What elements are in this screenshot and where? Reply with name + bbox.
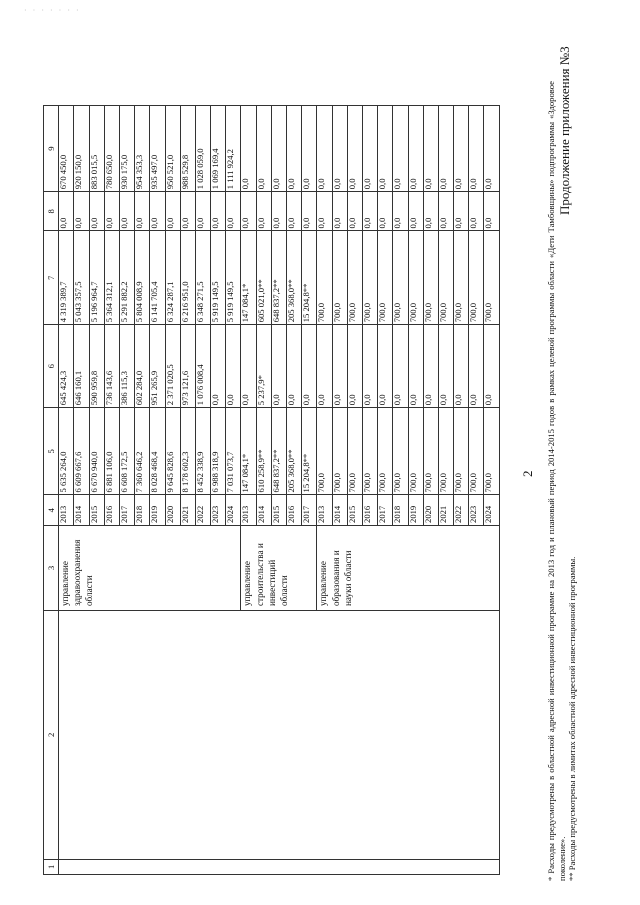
organization-cell bbox=[317, 525, 500, 610]
page-number: 2 bbox=[520, 470, 535, 477]
amount-cell: 0,0 bbox=[256, 192, 271, 231]
amount-cell: 205 368,0** bbox=[287, 231, 302, 325]
amount-cell: 1 028 059,0 bbox=[195, 106, 210, 192]
year-cell: 2013 bbox=[59, 495, 74, 526]
amount-cell: 0,0 bbox=[226, 192, 241, 231]
amount-cell: 0,0 bbox=[59, 192, 74, 231]
amount-cell: 0,0 bbox=[317, 106, 332, 192]
amount-cell: 5 237,9* bbox=[256, 325, 271, 408]
amount-cell: 5 196 964,7 bbox=[89, 231, 104, 325]
amount-cell: 205 368,0** bbox=[287, 408, 302, 495]
amount-cell: 0,0 bbox=[393, 325, 408, 408]
amount-cell: 700,0 bbox=[484, 408, 500, 495]
year-cell: 2021 bbox=[180, 495, 195, 526]
amount-cell: 602 284,0 bbox=[135, 325, 150, 408]
amount-cell: 930 175,0 bbox=[119, 106, 134, 192]
year-cell: 2015 bbox=[347, 495, 362, 526]
amount-cell: 610 258,9** bbox=[256, 408, 271, 495]
organization-line: области bbox=[278, 575, 289, 607]
amount-cell: 700,0 bbox=[317, 231, 332, 325]
amount-cell: 0,0 bbox=[484, 325, 500, 408]
column-header: 8 bbox=[44, 192, 59, 231]
year-cell: 2018 bbox=[135, 495, 150, 526]
amount-cell: 0,0 bbox=[332, 106, 347, 192]
amount-cell: 0,0 bbox=[454, 106, 469, 192]
amount-cell: 1 069 169,4 bbox=[211, 106, 226, 192]
appendix-title: Продолжение приложения №3 bbox=[557, 46, 572, 215]
amount-cell: 700,0 bbox=[332, 231, 347, 325]
amount-cell: 0,0 bbox=[271, 192, 286, 231]
column-header: 3 bbox=[44, 525, 59, 610]
amount-cell: 0,0 bbox=[89, 192, 104, 231]
year-cell: 2016 bbox=[104, 495, 119, 526]
column-header: 1 bbox=[44, 859, 59, 874]
amount-cell: 1 111 924,2 bbox=[226, 106, 241, 192]
year-cell: 2022 bbox=[454, 495, 469, 526]
amount-cell: 5 919 149,5 bbox=[226, 231, 241, 325]
amount-cell: 700,0 bbox=[454, 231, 469, 325]
organization-line: управление bbox=[318, 561, 329, 607]
year-cell: 2016 bbox=[287, 495, 302, 526]
amount-cell: 6 216 951,0 bbox=[180, 231, 195, 325]
column-header: 2 bbox=[44, 611, 59, 860]
amount-cell: 0,0 bbox=[195, 192, 210, 231]
amount-cell: 648 837,2** bbox=[271, 408, 286, 495]
amount-cell: 700,0 bbox=[438, 231, 453, 325]
amount-cell: 700,0 bbox=[393, 408, 408, 495]
amount-cell: 0,0 bbox=[241, 192, 256, 231]
amount-cell: 988 529,8 bbox=[180, 106, 195, 192]
amount-cell: 0,0 bbox=[241, 106, 256, 192]
amount-cell: 15 204,8** bbox=[302, 231, 317, 325]
amount-cell: 0,0 bbox=[256, 106, 271, 192]
amount-cell: 700,0 bbox=[423, 231, 438, 325]
year-cell: 2022 bbox=[195, 495, 210, 526]
amount-cell: 0,0 bbox=[332, 325, 347, 408]
amount-cell: 0,0 bbox=[423, 106, 438, 192]
organization-cell bbox=[59, 525, 241, 610]
amount-cell: 0,0 bbox=[317, 192, 332, 231]
amount-cell: 0,0 bbox=[180, 192, 195, 231]
year-cell: 2016 bbox=[362, 495, 377, 526]
amount-cell: 8 452 338,9 bbox=[195, 408, 210, 495]
amount-cell: 0,0 bbox=[423, 192, 438, 231]
amount-cell: 0,0 bbox=[438, 325, 453, 408]
amount-cell: 700,0 bbox=[469, 231, 484, 325]
amount-cell: 6 608 172,5 bbox=[119, 408, 134, 495]
amount-cell: 0,0 bbox=[393, 192, 408, 231]
year-cell: 2019 bbox=[150, 495, 165, 526]
amount-cell: 0,0 bbox=[469, 325, 484, 408]
column-header: 6 bbox=[44, 325, 59, 408]
amount-cell: 6 670 940,0 bbox=[89, 408, 104, 495]
amount-cell: 5 919 149,5 bbox=[211, 231, 226, 325]
footnote: ** Расходы предусмотрены в лимитах областной адресной инвестиционной программы. bbox=[567, 556, 578, 881]
amount-cell: 0,0 bbox=[423, 325, 438, 408]
column-header: 4 bbox=[44, 495, 59, 526]
amount-cell: 0,0 bbox=[241, 325, 256, 408]
amount-cell: 700,0 bbox=[347, 231, 362, 325]
amount-cell: 700,0 bbox=[362, 408, 377, 495]
amount-cell: 6 348 271,5 bbox=[195, 231, 210, 325]
amount-cell: 147 084,1* bbox=[241, 408, 256, 495]
amount-cell: 0,0 bbox=[226, 325, 241, 408]
amount-cell: 4 319 389,7 bbox=[59, 231, 74, 325]
year-cell: 2014 bbox=[332, 495, 347, 526]
amount-cell: 954 353,3 bbox=[135, 106, 150, 192]
amount-cell: 700,0 bbox=[408, 231, 423, 325]
amount-cell: 6 988 318,9 bbox=[211, 408, 226, 495]
amount-cell: 0,0 bbox=[211, 325, 226, 408]
year-cell: 2020 bbox=[423, 495, 438, 526]
amount-cell: 736 143,6 bbox=[104, 325, 119, 408]
amount-cell: 700,0 bbox=[393, 231, 408, 325]
amount-cell: 0,0 bbox=[347, 106, 362, 192]
amount-cell: 0,0 bbox=[150, 192, 165, 231]
amount-cell: 1 076 008,4 bbox=[195, 325, 210, 408]
amount-cell: 0,0 bbox=[408, 106, 423, 192]
amount-cell: 0,0 bbox=[104, 192, 119, 231]
amount-cell: 700,0 bbox=[438, 408, 453, 495]
year-cell: 2023 bbox=[469, 495, 484, 526]
amount-cell: 8 028 468,4 bbox=[150, 408, 165, 495]
amount-cell: 973 121,6 bbox=[180, 325, 195, 408]
amount-cell: 0,0 bbox=[135, 192, 150, 231]
amount-cell: 700,0 bbox=[317, 408, 332, 495]
amount-cell: 700,0 bbox=[378, 231, 393, 325]
column-header: 7 bbox=[44, 231, 59, 325]
amount-cell: 670 450,0 bbox=[59, 106, 74, 192]
amount-cell: 2 371 020,5 bbox=[165, 325, 180, 408]
year-cell: 2020 bbox=[165, 495, 180, 526]
amount-cell: 0,0 bbox=[484, 106, 500, 192]
amount-cell: 8 178 602,3 bbox=[180, 408, 195, 495]
amount-cell: 5 635 264,0 bbox=[59, 408, 74, 495]
amount-cell: 935 497,0 bbox=[150, 106, 165, 192]
amount-cell: 0,0 bbox=[362, 106, 377, 192]
year-cell: 2015 bbox=[89, 495, 104, 526]
year-cell: 2014 bbox=[256, 495, 271, 526]
amount-cell: 0,0 bbox=[378, 192, 393, 231]
amount-cell: 920 150,0 bbox=[74, 106, 89, 192]
col2-cell bbox=[59, 611, 500, 860]
year-cell: 2017 bbox=[302, 495, 317, 526]
amount-cell: 15 204,8** bbox=[302, 408, 317, 495]
organization-line: образования и bbox=[330, 550, 341, 607]
column-header: 9 bbox=[44, 106, 59, 192]
amount-cell: 0,0 bbox=[393, 106, 408, 192]
amount-cell: 0,0 bbox=[408, 192, 423, 231]
amount-cell: 0,0 bbox=[165, 192, 180, 231]
year-cell: 2024 bbox=[484, 495, 500, 526]
amount-cell: 700,0 bbox=[423, 408, 438, 495]
budget-table bbox=[43, 105, 500, 875]
amount-cell: 7 031 073,7 bbox=[226, 408, 241, 495]
amount-cell: 951 265,9 bbox=[150, 325, 165, 408]
amount-cell: 9 645 828,6 bbox=[165, 408, 180, 495]
organization-line: инвестиций bbox=[266, 559, 277, 607]
year-cell: 2014 bbox=[74, 495, 89, 526]
amount-cell: 5 364 312,1 bbox=[104, 231, 119, 325]
amount-cell: 780 650,0 bbox=[104, 106, 119, 192]
amount-cell: 147 084,1* bbox=[241, 231, 256, 325]
amount-cell: 5 291 882,2 bbox=[119, 231, 134, 325]
amount-cell: 7 360 646,2 bbox=[135, 408, 150, 495]
amount-cell: 0,0 bbox=[287, 325, 302, 408]
amount-cell: 0,0 bbox=[378, 106, 393, 192]
amount-cell: 386 115,3 bbox=[119, 325, 134, 408]
amount-cell: 0,0 bbox=[271, 106, 286, 192]
year-cell: 2017 bbox=[378, 495, 393, 526]
amount-cell: 645 424,3 bbox=[59, 325, 74, 408]
organization-line: здравоохранения bbox=[72, 539, 83, 607]
amount-cell: 0,0 bbox=[332, 192, 347, 231]
amount-cell: 0,0 bbox=[211, 192, 226, 231]
amount-cell: 700,0 bbox=[454, 408, 469, 495]
amount-cell: 0,0 bbox=[271, 325, 286, 408]
amount-cell: 6 141 705,4 bbox=[150, 231, 165, 325]
amount-cell: 0,0 bbox=[362, 325, 377, 408]
amount-cell: 6 609 667,6 bbox=[74, 408, 89, 495]
year-cell: 2023 bbox=[211, 495, 226, 526]
amount-cell: 883 015,5 bbox=[89, 106, 104, 192]
footnotes bbox=[546, 81, 606, 881]
year-cell: 2017 bbox=[119, 495, 134, 526]
amount-cell: 0,0 bbox=[74, 192, 89, 231]
amount-cell: 700,0 bbox=[347, 408, 362, 495]
amount-cell: 0,0 bbox=[287, 106, 302, 192]
organization-cell bbox=[241, 525, 317, 610]
column-header: 5 bbox=[44, 408, 59, 495]
amount-cell: 590 959,8 bbox=[89, 325, 104, 408]
amount-cell: 700,0 bbox=[362, 231, 377, 325]
year-cell: 2019 bbox=[408, 495, 423, 526]
table-row bbox=[59, 106, 74, 875]
amount-cell: 5 804 008,9 bbox=[135, 231, 150, 325]
table-header-row bbox=[44, 106, 59, 875]
amount-cell: 0,0 bbox=[454, 325, 469, 408]
year-cell: 2013 bbox=[317, 495, 332, 526]
amount-cell: 0,0 bbox=[469, 192, 484, 231]
amount-cell: 646 160,1 bbox=[74, 325, 89, 408]
footnote: * Расходы предусмотрены в областной адресной инвестиционной программе на 2013 год и плановый период 2014-2015 годов в рамках целевой программы области «Дети Тамбовщины» подпрограммы «Здоровое поколение». bbox=[546, 81, 567, 881]
year-cell: 2024 bbox=[226, 495, 241, 526]
amount-cell: 0,0 bbox=[347, 325, 362, 408]
amount-cell: 0,0 bbox=[454, 192, 469, 231]
amount-cell: 950 521,0 bbox=[165, 106, 180, 192]
col1-cell bbox=[59, 859, 500, 874]
organization-line: управление bbox=[242, 561, 253, 607]
organization-line: науки области bbox=[342, 550, 353, 607]
amount-cell: 0,0 bbox=[362, 192, 377, 231]
amount-cell: 700,0 bbox=[469, 408, 484, 495]
organization-line: области bbox=[84, 575, 95, 607]
amount-cell: 700,0 bbox=[378, 408, 393, 495]
amount-cell: 700,0 bbox=[408, 408, 423, 495]
amount-cell: 0,0 bbox=[438, 106, 453, 192]
year-cell: 2018 bbox=[393, 495, 408, 526]
amount-cell: 6 324 287,1 bbox=[165, 231, 180, 325]
year-cell: 2015 bbox=[271, 495, 286, 526]
amount-cell: 0,0 bbox=[484, 192, 500, 231]
amount-cell: 605 021,0** bbox=[256, 231, 271, 325]
amount-cell: 0,0 bbox=[119, 192, 134, 231]
amount-cell: 0,0 bbox=[302, 192, 317, 231]
amount-cell: 0,0 bbox=[438, 192, 453, 231]
amount-cell: 5 043 357,5 bbox=[74, 231, 89, 325]
amount-cell: 0,0 bbox=[469, 106, 484, 192]
amount-cell: 700,0 bbox=[332, 408, 347, 495]
year-cell: 2021 bbox=[438, 495, 453, 526]
organization-line: управление bbox=[60, 561, 71, 607]
year-cell: 2013 bbox=[241, 495, 256, 526]
organization-line: строительства и bbox=[254, 543, 265, 607]
amount-cell: 0,0 bbox=[287, 192, 302, 231]
amount-cell: 0,0 bbox=[408, 325, 423, 408]
scan-edge-mark: · · · · · · · bbox=[24, 6, 81, 15]
amount-cell: 0,0 bbox=[378, 325, 393, 408]
amount-cell: 0,0 bbox=[347, 192, 362, 231]
amount-cell: 700,0 bbox=[484, 231, 500, 325]
amount-cell: 0,0 bbox=[302, 106, 317, 192]
amount-cell: 0,0 bbox=[302, 325, 317, 408]
amount-cell: 0,0 bbox=[317, 325, 332, 408]
amount-cell: 6 881 106,0 bbox=[104, 408, 119, 495]
amount-cell: 648 837,2** bbox=[271, 231, 286, 325]
